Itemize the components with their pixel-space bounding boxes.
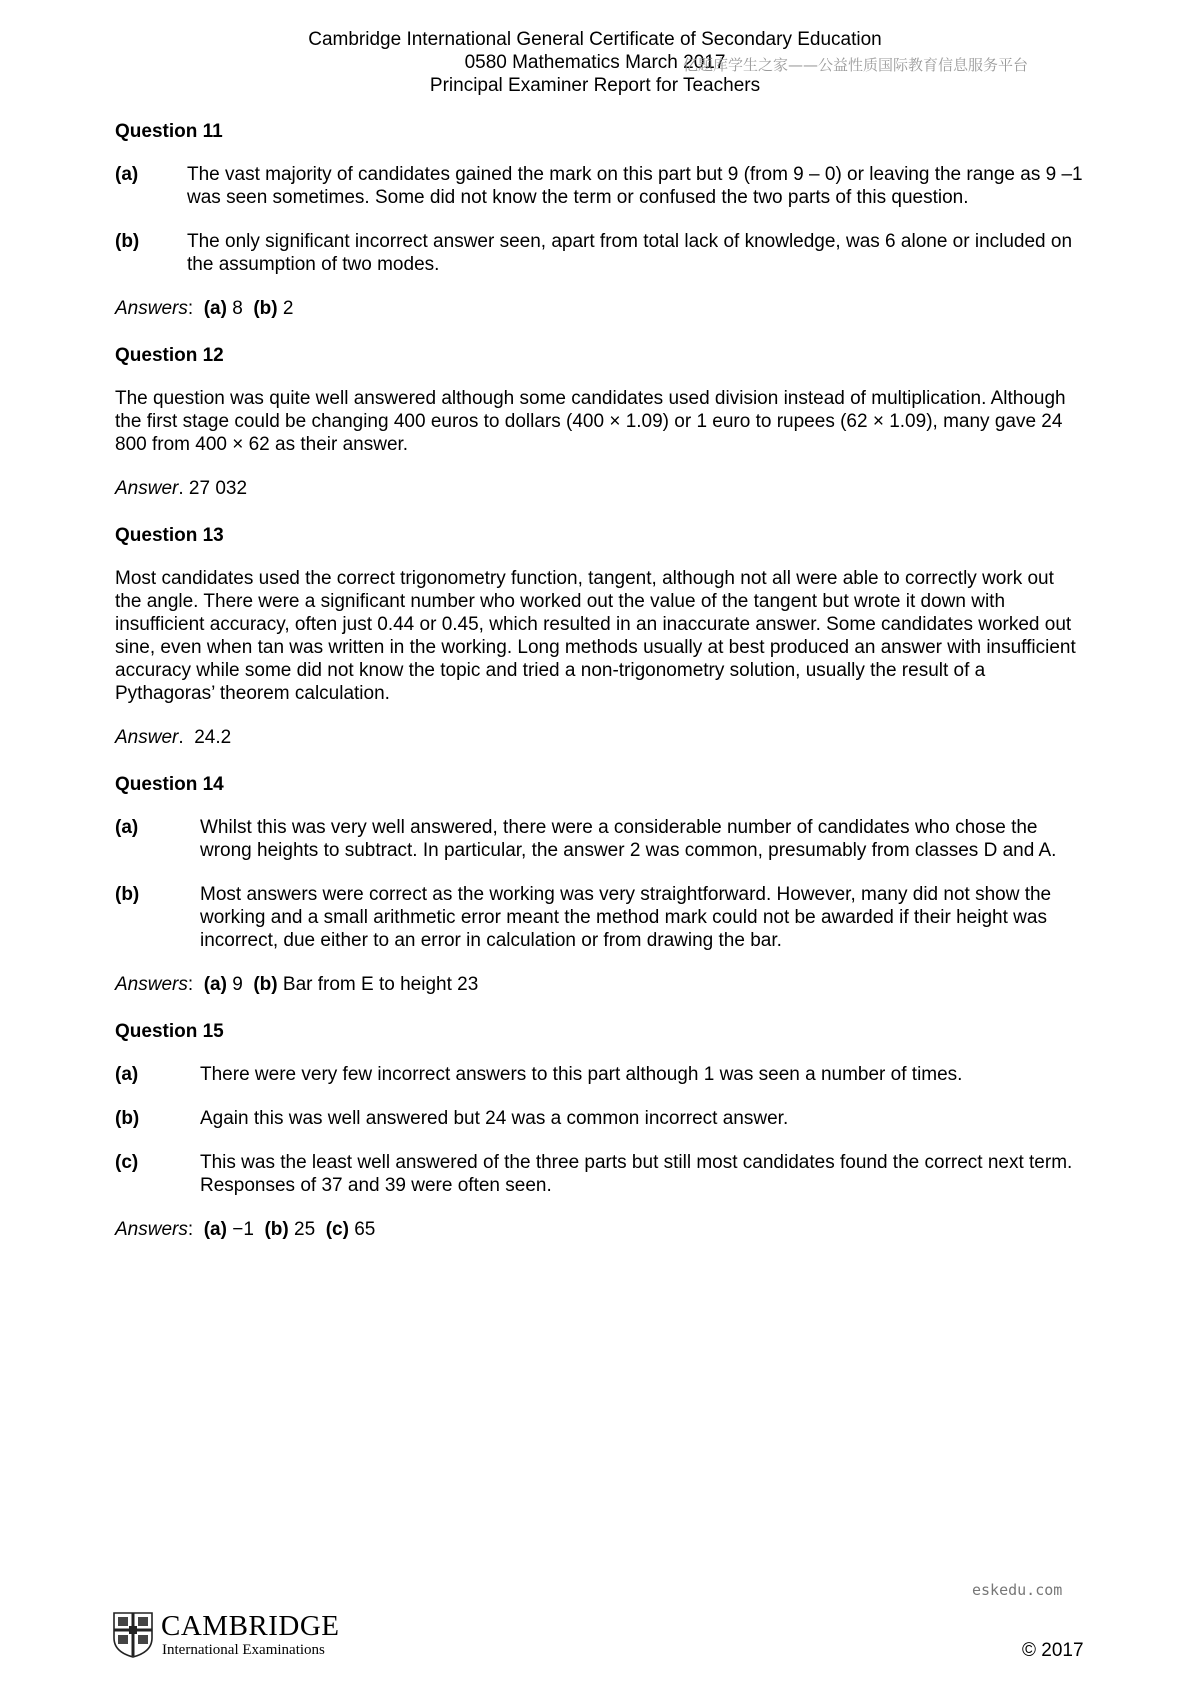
question-13-section — [115, 524, 1085, 749]
question-part — [115, 816, 1085, 862]
question-part — [115, 230, 1085, 276]
logo-name: CAMBRIDGE — [161, 1610, 340, 1642]
answer-value: 2 — [282, 298, 294, 319]
answer-line: Answer. 27 032 — [115, 478, 248, 499]
question-part — [115, 883, 1085, 952]
question-part — [115, 1107, 1085, 1130]
header-line-2: 0580 Mathematics March 2017 — [464, 52, 726, 73]
part-label: (a) — [115, 817, 139, 838]
part-label: (a) — [115, 164, 139, 185]
part-text: The vast majority of candidates gained the mark on this part but 9 (from 9 – 0) or leaving the range as 9 –1 was seen sometimes. Some did not know the term or confused the two parts of this question. — [187, 164, 1083, 208]
answers-line: Answers: (a) 9 (b) Bar from E to height 23 — [115, 974, 479, 995]
cambridge-shield-icon — [113, 1612, 153, 1658]
answer-value: 9 — [232, 974, 243, 995]
answers-label: Answers — [115, 298, 188, 319]
part-label: (b) — [115, 1108, 140, 1129]
question-part — [115, 163, 1085, 209]
part-text: Again this was well answered but 24 was a common incorrect answer. — [200, 1108, 789, 1129]
answer-line: Answer. 24.2 — [115, 727, 232, 748]
answers-label: Answers — [115, 974, 188, 995]
question-title: Question 13 — [115, 525, 224, 546]
copyright-text: © 2017 — [1022, 1640, 1084, 1661]
answer-part-label: (a) — [203, 1219, 227, 1240]
question-paragraph: Most candidates used the correct trigonometry function, tangent, although not all were able to correctly work out the angle. There were a significant number who worked out the value of the tangent but wrote it down with insufficient accuracy, often just 0.44 or 0.45, which resulted in an inaccurate answer. Some candidates worked out sine, even when tan was written in the working. Long methods usually at best produced an answer with insufficient accuracy while some did not know the topic and tried a non-trigonometry solution, usually the result of a Pythagoras’ theorem calculation. — [115, 568, 1076, 704]
answer-value: 65 — [354, 1219, 376, 1240]
question-title: Question 11 — [115, 121, 223, 142]
watermark-text: 亿题库学生之家——公益性质国际教育信息服务平台 — [683, 56, 1029, 74]
answer-value: 24.2 — [194, 727, 232, 748]
header-line-1: Cambridge International General Certificate of Secondary Education — [308, 29, 882, 50]
answer-part-label: (a) — [203, 298, 227, 319]
answer-value: 8 — [232, 298, 243, 319]
report-body — [115, 120, 1085, 1265]
question-part — [115, 1151, 1085, 1197]
part-text: Most answers were correct as the working was very straightforward. However, many did not show the working and a small arithmetic error meant the method mark could not be awarded if their height was incorrect, due either to an error in calculation or from drawing the bar. — [200, 884, 1052, 951]
header-line-3: Principal Examiner Report for Teachers — [429, 75, 761, 96]
answer-value: 27 032 — [188, 478, 248, 499]
answer-label: Answer — [115, 727, 179, 748]
answer-part-label: (b) — [264, 1219, 289, 1240]
answers-line: Answers: (a) 8 (b) 2 — [115, 298, 294, 319]
part-label: (c) — [115, 1152, 139, 1173]
answer-value: 25 — [294, 1219, 316, 1240]
footer-site-text: eskedu.com — [972, 1581, 1063, 1599]
answers-line: Answers: (a) −1 (b) 25 (c) 65 — [115, 1219, 376, 1240]
question-title: Question 15 — [115, 1021, 224, 1042]
question-title: Question 12 — [115, 345, 224, 366]
question-title: Question 14 — [115, 774, 224, 795]
logo-subtitle: International Examinations — [162, 1642, 325, 1658]
question-14-section — [115, 773, 1085, 996]
part-text: Whilst this was very well answered, there were a considerable number of candidates who chose the wrong heights to subtract. In particular, the answer 2 was common, presumably from classes D and A. — [200, 817, 1057, 861]
question-11-section — [115, 120, 1085, 320]
answer-part-label: (a) — [203, 974, 227, 995]
part-text: This was the least well answered of the three parts but still most candidates found the correct next term. Responses of 37 and 39 were often seen. — [200, 1152, 1073, 1196]
part-text: The only significant incorrect answer seen, apart from total lack of knowledge, was 6 alone or included on the assumption of two modes. — [187, 231, 1073, 275]
answer-part-label: (b) — [253, 298, 278, 319]
question-15-section — [115, 1020, 1085, 1241]
answer-value: −1 — [232, 1219, 254, 1240]
part-text: There were very few incorrect answers to this part although 1 was seen a number of times. — [200, 1064, 963, 1085]
question-part — [115, 1063, 1085, 1086]
part-label: (b) — [115, 884, 140, 905]
answers-label: Answers — [115, 1219, 188, 1240]
question-paragraph: The question was quite well answered although some candidates used division instead of multiplication. Although the first stage could be changing 400 euros to dollars (400 × 1.09) or 1 euro to rupees (62 × 1.09), many gave 24 800 from 400 × 62 as their answer. — [115, 388, 1066, 455]
answer-part-label: (b) — [253, 974, 278, 995]
answer-part-label: (c) — [325, 1219, 349, 1240]
part-label: (a) — [115, 1064, 139, 1085]
answer-value: Bar from E to height 23 — [282, 974, 479, 995]
answer-label: Answer — [115, 478, 179, 499]
part-label: (b) — [115, 231, 140, 252]
question-12-section — [115, 344, 1085, 500]
